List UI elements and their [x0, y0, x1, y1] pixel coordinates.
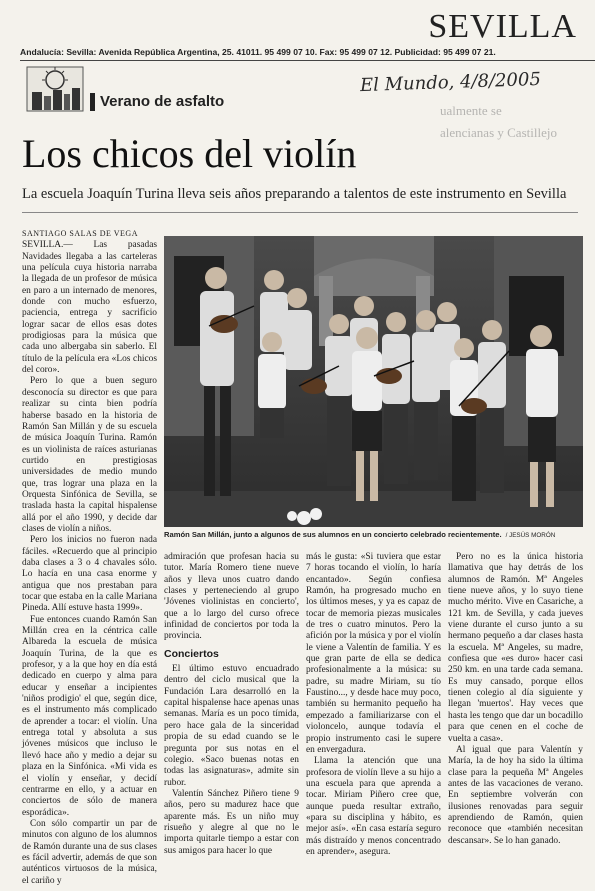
paragraph: Llama la atención que una profesora de violín lleve a su hijo a una escuela para que aprenda a tocar. Miriam Piñero cree que, aunque pueda resultar extraño, «para su disciplina y hábito, es mejor así». «En casa estaría seguro más distraído y menos concentrado en aprender», asegura.	[306, 756, 441, 857]
paragraph: Fue entonces cuando Ramón San Millán crea en la céntrica calle Albareda la escuela de música Joaquín Turina, de la que es profesor, y a la que hoy en día está dedicado en cuerpo y alma para educar y enseñar a incipientes 'niños prodigio' el que, según dice, es el instrumento más complicado de aprender a tocar: el violín. Una entrega total y absoluta a sus jóvenes músicos que incluso le llevó hace año y medio a dejar su plaza en la Sinfónica. «Mi vida es el violín y enseñar, y decidí centrarme en ello, y a actuar en conciertos de sólo de manera esporádica».	[22, 614, 157, 818]
headline: Los chicos del violín	[22, 131, 357, 176]
section-title: SEVILLA	[428, 8, 577, 45]
paragraph: más le gusta: «Si tuviera que estar 7 horas tocando el violín, lo haría encantado». Según confiesa Ramón, ha progresado mucho en los últimos meses, y ya es capaz de tocar de memoria piezas musicales de tres o cuatro minutos. Pero la afición por la música y por el violín le viene a Valentín de familia. Y es que gran parte de ella se dedica profesionalmente a la música: su padre, su madre Miriam, su tío Faustino..., y desde hace muy poco, también su hermanito pequeño ha empezado a familiarizarse con el violoncelo, aunque todavía el propio instrumento casi le supere en envergadura.	[306, 552, 441, 755]
group-photo	[164, 236, 583, 527]
subheadline: La escuela Joaquín Turina lleva seis años preparando a talentos de este instrumento en Sevilla	[22, 186, 567, 202]
paragraph: Con sólo compartir un par de minutos con alguno de los alumnos de Ramón durante una de sus clases es fácil advertir, además de que son auténticos virtuosos de la música, el cariño y	[22, 818, 157, 886]
paragraph: Al igual que para Valentín y María, la de hoy ha sido la última clase para la pequeña Mª Angeles antes de las vacaciones de verano. En septiembre volverán con ilusiones renovadas para seguir aprendiendo de Ramón, quien reconoce que «también necesitan descansar». Se lo han ganado.	[448, 744, 583, 846]
caption-text: Ramón San Millán, junto a algunos de sus alumnos en un concierto celebrado recientemente.	[164, 530, 502, 539]
series-marker	[90, 93, 95, 111]
article-column-4	[448, 552, 583, 872]
header-rule	[20, 60, 595, 61]
bleed-line-1: ualmente se	[440, 103, 502, 118]
series-logo-icon	[26, 66, 84, 112]
subheadline-rule	[22, 212, 578, 213]
paragraph: Pero los inicios no fueron nada fáciles. «Recuerdo que al principio daba clases a 3 o 4 chavales sólo. Lo hacía en una casa enorme y antigua que nos prestaban para tocar que estaba en la calle Mariana Pineda. Allí estuve hasta 1999».	[22, 535, 157, 614]
handwritten-date-note: El Mundo, 4/8/2005	[359, 68, 542, 97]
paragraph: SEVILLA.— Las pasadas Navidades llegaba a las carteleras una película cuya historia narraba la llegada de un profesor de música en paro a un internado de menores, donde con mucho esfuerzo, paciencia, entrega y sacrificio lograr sacar de ellos esas dotes prodigiosas para la música que cada uno albergaba sin saberlo. El título de la película era «Los chicos del coro».	[22, 240, 157, 376]
photo-caption	[164, 530, 583, 539]
byline: SANTIAGO SALAS DE VEGA	[22, 229, 138, 238]
paragraph: Valentín Sánchez Piñero tiene 9 años, pero su madurez hace que aparente más. Es un niño muy risueño y alegre al que no le importa quitarle tiempo a estar con sus amigos para hacer lo que	[164, 788, 299, 856]
photo-credit: / JESÚS MORÓN	[505, 532, 556, 539]
bleed-line-2: alencianas y Castillejo	[440, 125, 557, 140]
article-column-3	[306, 552, 441, 872]
bleed-through-text	[440, 100, 595, 144]
article-column-2	[164, 552, 299, 872]
paragraph: admiración que profesan hacia su tutor. María Romero tiene nueve años y lleva unos cuatro dando clases y perteneciendo al grupo 'Jóvenes violinistas en concierto', que a lo largo del curso ofrece infinidad de conciertos por toda la provincia.	[164, 552, 299, 642]
paragraph: Pero no es la única historia llamativa que hay detrás de los alumnos de Ramón. Mª Angeles tiene nueve años, y lo suyo tiene mucho mérito. Vive en Casariche, a 121 km. de Sevilla, y cada jueves viene durante el curso junto a su hermano pequeño a dar clases hasta la escuela. Mª Angeles, su madre, confiesa que «es duro» hacer casi 250 km. en una tarde cada semana. Es muy cansado, porque ellos tienen colegio al día siguiente y llegan 'muertos'. Hay veces que hasta les tengo que dar un bocadillo para que cenen en el coche de vuelta a casa».	[448, 552, 583, 744]
series-title: Verano de asfalto	[100, 93, 225, 110]
contact-address: Andalucía: Sevilla: Avenida República Argentina, 25. 41011. 95 499 07 10. Fax: 95 499 07 12. Publicidad: 95 499 07 21.	[20, 47, 496, 57]
paragraph: Pero lo que a buen seguro desconocía su director es que para realizar su cinta bien podría haberse basado en la historia de Ramón San Millán y de su escuela de música Joaquín Turina. Ramón es un violinista de raíces asturianas curtido en prestigiosas universidades de medio mundo que, tras lograr una plaza en la Orquesta Sinfónica de Sevilla, se traslada hasta la capital hispalense allá por el año 1990, y decide dar clases de violín a niños.	[22, 376, 157, 534]
section-heading: Conciertos	[164, 647, 219, 660]
article-column-1	[22, 228, 157, 886]
paragraph: El último estuvo encuadrado dentro del ciclo musical que la Fundación Lara desarrolló en la capital hispalense hace apenas unas semanas. María es un poco tímida, pero hace gala de la sinceridad propia de su edad cuando se le pregunta por sus notas en el colegio. «Saco buenas notas en todas las asignaturas», admite sin rubor.	[164, 664, 299, 788]
